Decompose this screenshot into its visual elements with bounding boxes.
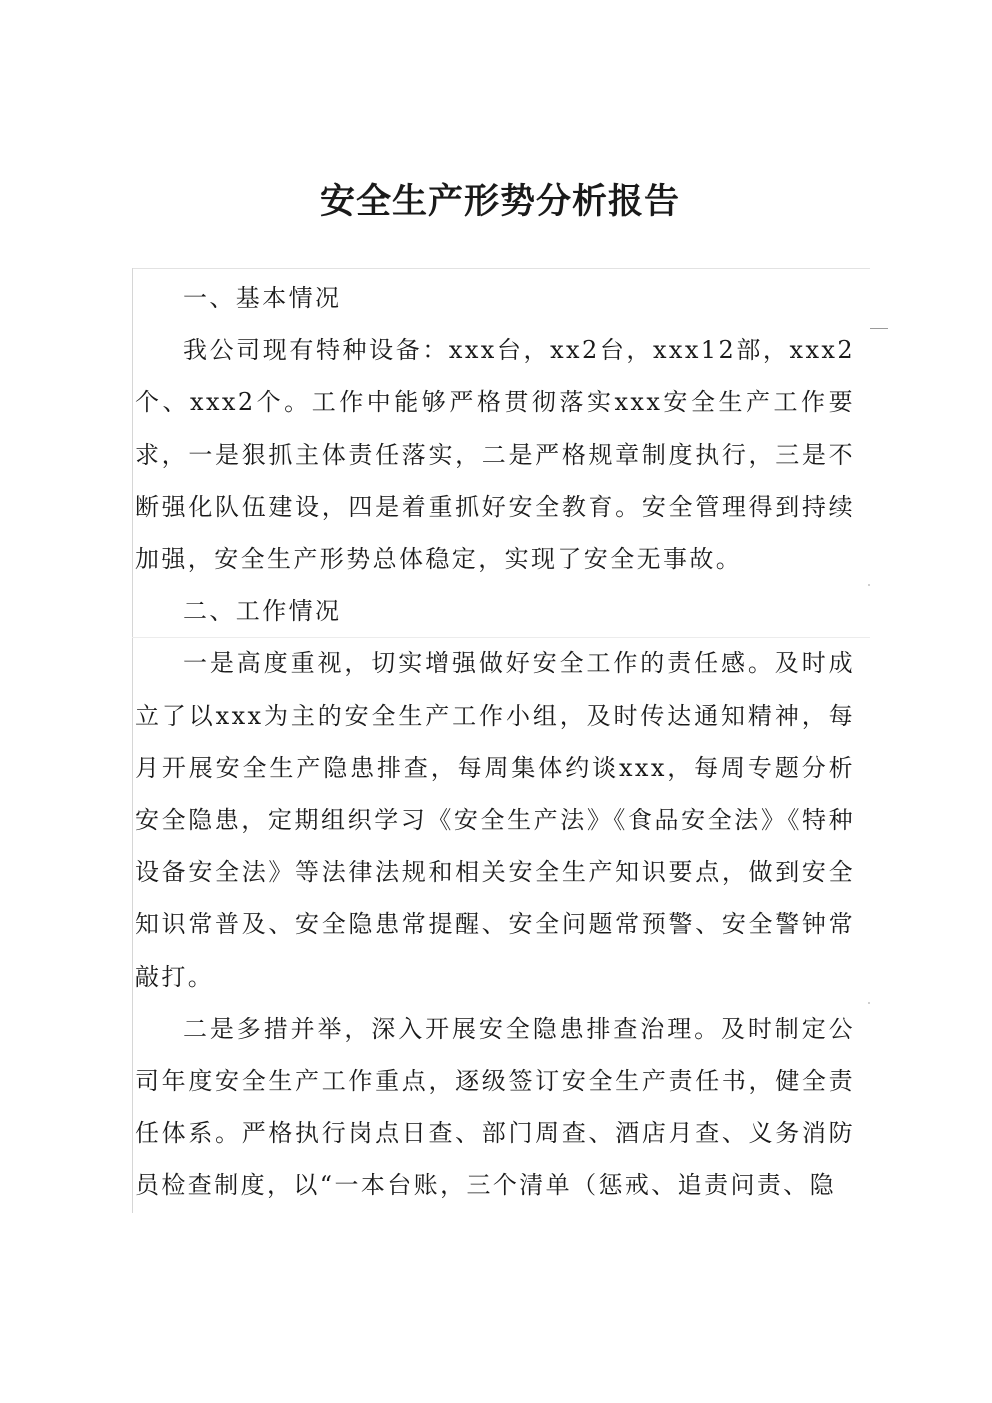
text-frame-marker (868, 1002, 870, 1004)
document-title: 安全生产形势分析报告 (319, 182, 680, 222)
paragraph-work-item-2: 二是多措并举，深入开展安全隐患排查治理。及时制定公司年度安全生产工作重点，逐级签订安全生产责任书，健全责任体系。严格执行岗点日查、部门周查、酒店月查、义务消防员检查制度，以“一本台账，三个清单（惩戒、追责问责、隐 (135, 1014, 855, 1200)
text-frame-top-border (132, 268, 870, 269)
paragraph-basic-situation: 我公司现有特种设备：xxx台，xx2台，xxx12部，xxx2个、xxx2个。工作中能够严格贯彻落实xxx安全生产工作要求，一是狠抓主体责任落实，二是严格规章制度执行，三是不断强化队伍建设，四是着重抓好安全教育。安全管理得到持续加强，安全生产形势总体稳定，实现了安全无事故。 (135, 336, 855, 574)
section-heading-work: 二、工作情况 (183, 597, 342, 626)
text-frame-marker (868, 584, 870, 586)
text-frame-corner-mark (870, 328, 888, 329)
paragraph-work-item-1: 一是高度重视，切实增强做好安全工作的责任感。及时成立了以xxx为主的安全生产工作小组，及时传达通知精神，每月开展安全生产隐患排查，每周集体约谈xxx，每周专题分析安全隐患，定期组织学习《安全生产法》《食品安全法》《特种设备安全法》等法律法规和相关安全生产知识要点，做到安全知识常普及、安全隐患常提醒、安全问题常预警、安全警钟常敲打。 (135, 649, 855, 991)
section-heading-basic: 一、基本情况 (183, 284, 342, 312)
text-frame-left-border (132, 268, 133, 1213)
document-body (135, 272, 855, 1212)
